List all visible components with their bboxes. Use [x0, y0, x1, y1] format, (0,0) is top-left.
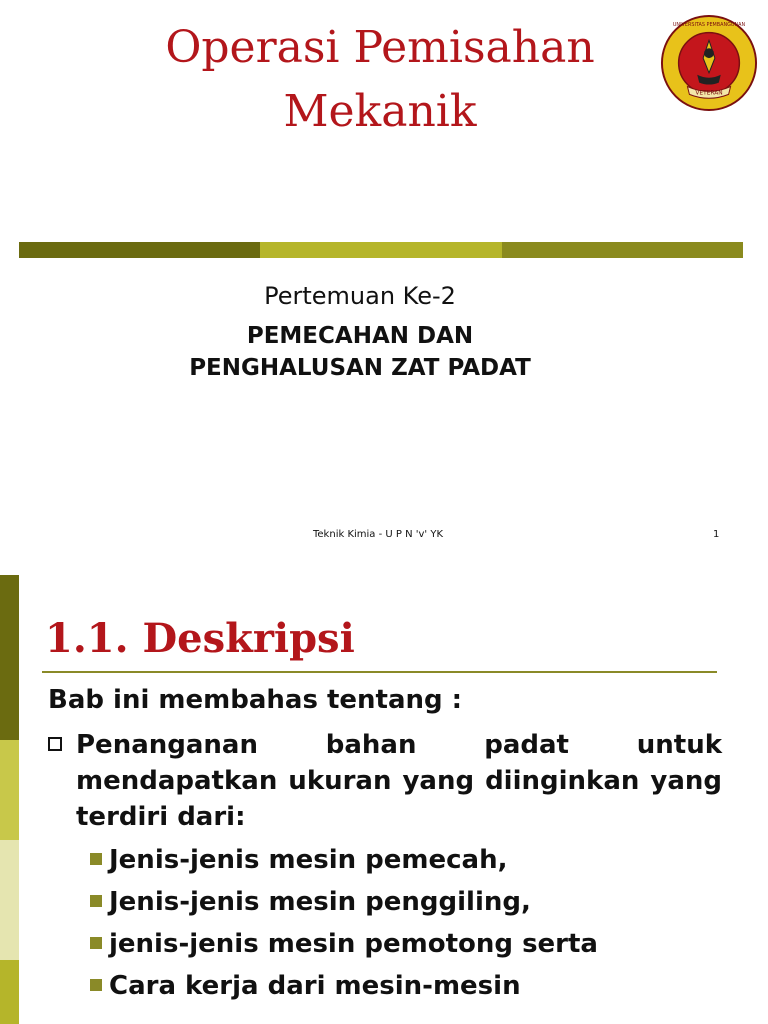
divider-segment — [502, 242, 743, 258]
title-divider — [19, 242, 743, 258]
slide-2 — [0, 575, 768, 1024]
sub-bullet-item — [90, 923, 598, 965]
svg-text:UNIVERSITAS PEMBANGUNAN: UNIVERSITAS PEMBANGUNAN — [672, 21, 746, 28]
intro-text: Bab ini membahas tentang : — [48, 685, 463, 715]
title-line-1: Operasi Pemisahan — [165, 22, 595, 73]
slide-footer: Teknik Kimia - U P N 'v' YK — [313, 529, 444, 540]
sidebar-block — [0, 740, 19, 840]
sub-bullet-text: Jenis-jenis mesin pemecah, — [109, 845, 508, 875]
topic-line-1: PEMECAHAN DAN — [246, 323, 474, 349]
svg-text:VETERAN: VETERAN — [695, 90, 723, 97]
sidebar-block — [0, 840, 19, 960]
divider-segment — [260, 242, 501, 258]
sidebar-block — [0, 575, 19, 740]
square-bullet-icon — [90, 853, 102, 865]
sidebar-block — [0, 960, 19, 1024]
title-underline — [42, 671, 717, 673]
square-bullet-icon — [90, 937, 102, 949]
topic-line-2: PENGHALUSAN ZAT PADAT — [189, 355, 531, 381]
main-bullet-text: Penanganan bahan padat untuk mendapatkan ukuran yang diinginkan yang terdiri dari: — [76, 730, 722, 832]
slide-sidebar — [0, 575, 19, 1024]
divider-segment — [19, 242, 260, 258]
title-line-2: Mekanik — [283, 86, 477, 137]
section-title: 1.1. Deskripsi — [45, 615, 355, 662]
page-number: 1 — [713, 529, 720, 540]
sub-bullet-item — [90, 839, 507, 881]
sub-bullet-text: Cara kerja dari mesin-mesin — [109, 971, 521, 1001]
sub-bullet-text: jenis-jenis mesin pemotong serta — [109, 929, 598, 959]
university-logo-icon — [660, 14, 758, 112]
hollow-square-bullet-icon — [48, 737, 62, 751]
square-bullet-icon — [90, 979, 102, 991]
slide-title — [95, 16, 665, 144]
sub-bullet-item — [90, 965, 521, 1007]
square-bullet-icon — [90, 895, 102, 907]
sub-bullet-item — [90, 881, 531, 923]
meeting-label: Pertemuan Ke-2 — [264, 282, 456, 310]
topic-heading — [0, 320, 720, 384]
sub-bullet-text: Jenis-jenis mesin penggiling, — [109, 887, 531, 917]
